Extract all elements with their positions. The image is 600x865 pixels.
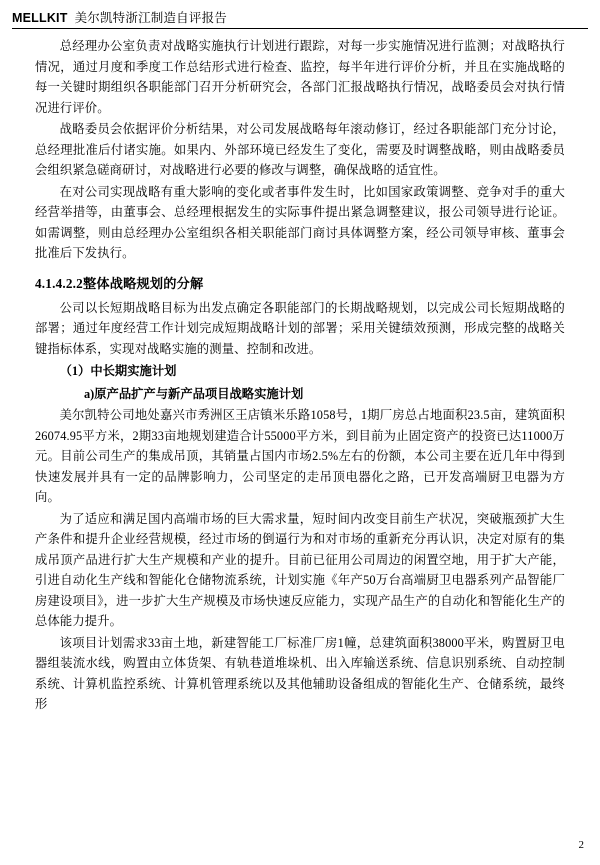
document-header	[12, 8, 588, 30]
paragraph: 美尔凯特公司地处嘉兴市秀洲区王店镇米乐路1058号，1期厂房总占地面积23.5亩，建筑面积26074.95平方米，2期33亩地规划建造合计55000平方米，到目前为止固定资产的投资已达11000万元。目前公司生产的集成吊顶，其销量占国内市场2.5%左右的份额，本公司主要在近几年中得到快速发展并具有一定的品牌影响力，公司坚定的走吊顶电器化之路，已开发高端厨卫电器为方向。	[35, 408, 565, 504]
paragraph: 为了适应和满足国内高端市场的巨大需求量，短时间内改变目前生产状况，突破瓶颈扩大生产条件和提升企业经营规模，经过市场的倒逼行为和对市场的重新充分再认识，决定对原有的集成吊顶产品进行扩大生产规模和产业的提升。目前已征用公司周边的闲置空地，用于扩大产能，引进自动化生产线和智能化仓储物流系统，计划实施《年产50万台高端厨卫电器系列产品智能厂房建设项目》，进一步扩大生产规模及市场快速反应能力，实现产品生产的自动化和智能化生产的总体能力提升。	[35, 511, 565, 628]
document-title: 美尔凯特浙江制造自评报告	[74, 11, 227, 25]
paragraph: 在对公司实现战略有重大影响的变化或者事件发生时，比如国家政策调整、竞争对手的重大经营举措等，由董事会、总经理根据发生的实际事件提出紧急调整建议，报公司领导进行论证。如需调整，则由总经理办公室组织各相关职能部门商讨具体调整方案，经公司领导审核、董事会批准后下发执行。	[35, 184, 565, 260]
paragraph: 总经理办公室负责对战略实施执行计划进行跟踪，对每一步实施情况进行监测；对战略执行情况，通过月度和季度工作总结形式进行检查、监控，每半年进行评价分析，并且在实施战略的每一关键时期组织各职能部门召开分析研究会，各部门汇报战略执行情况，战略委员会对执行情况进行评价。	[35, 39, 565, 115]
section-heading: 4.1.4.2.2整体战略规划的分解	[35, 275, 204, 291]
page-number: 2	[578, 839, 584, 851]
header-divider	[12, 28, 588, 29]
paragraph: 公司以长短期战略目标为出发点确定各职能部门的长期战略规划，以完成公司长短期战略的部署；通过年度经营工作计划完成短期战略计划的部署；采用关键绩效预测，形成完整的战略关键指标体系，实现对战略实施的测量、控制和改进。	[35, 300, 565, 356]
brand-logo: MELLKIT	[12, 11, 68, 25]
document-body	[35, 36, 565, 716]
paragraph: 战略委员会依据评价分析结果，对公司发展战略每年滚动修订，经过各职能部门充分讨论，总经理批准后付诸实施。如果内、外部环境已经发生了变化，需要及时调整战略，则由战略委员会组织紧急磋商研讨，对战略进行必要的修改与调整，确保战略的适宜性。	[35, 122, 565, 177]
list-item: a)原产品扩产与新产品项目战略实施计划	[84, 386, 304, 401]
list-item: （1）中长期实施计划	[59, 364, 177, 378]
paragraph: 该项目计划需求33亩土地，新建智能工厂标准厂房1幢，总建筑面积38000平米，购置厨卫电器组装流水线，购置由立体货架、有轨巷道堆垛机、出入库输送系统、信息识别系统、自动控制系统、计算机监控系统、计算机管理系统以及其他辅助设备组成的智能化生产、仓储系统，最终形	[35, 635, 565, 711]
